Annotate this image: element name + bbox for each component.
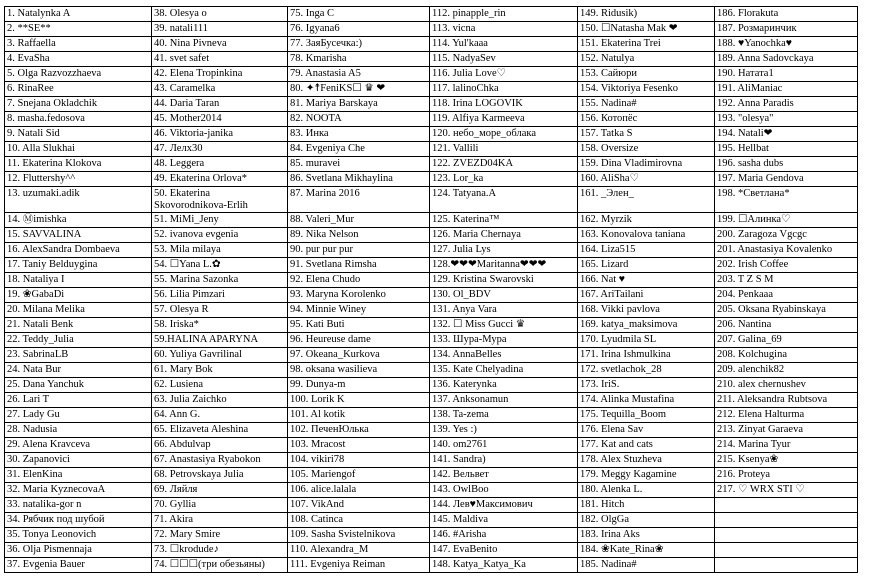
table-cell: 214. Marina Tyur bbox=[715, 438, 858, 453]
table-cell: 117. lalinoChka bbox=[430, 82, 578, 97]
table-cell: 55. Marina Sazonka bbox=[152, 273, 288, 288]
table-cell: 127. Julia Lys bbox=[430, 243, 578, 258]
table-cell: 66. Abdulvap bbox=[152, 438, 288, 453]
table-cell: 104. vikiri78 bbox=[288, 453, 430, 468]
table-cell: 78. Kmarisha bbox=[288, 52, 430, 67]
table-cell: 31. ElenKina bbox=[5, 468, 152, 483]
table-cell: 23. SabrinaLB bbox=[5, 348, 152, 363]
table-cell: 48. Leggera bbox=[152, 157, 288, 172]
table-cell: 145. Maldiva bbox=[430, 513, 578, 528]
table-cell: 113. vicna bbox=[430, 22, 578, 37]
table-cell: 71. Akira bbox=[152, 513, 288, 528]
table-cell: 86. Svetlana Mikhaylina bbox=[288, 172, 430, 187]
table-cell: 184. ❀Kate_Rina❀ bbox=[578, 543, 715, 558]
table-cell: 103. Mracost bbox=[288, 438, 430, 453]
table-cell: 196. sasha dubs bbox=[715, 157, 858, 172]
table-cell: 59.HALINA APARYNA bbox=[152, 333, 288, 348]
table-column bbox=[578, 7, 715, 573]
table-cell: 135. Kate Chelyadina bbox=[430, 363, 578, 378]
table-cell: 161. _Элен_ bbox=[578, 187, 715, 213]
table-cell: 200. Zaragoza Vgcgc bbox=[715, 228, 858, 243]
table-cell: 12. Fluttershy^^ bbox=[5, 172, 152, 187]
table-cell: 129. Kristina Swarovski bbox=[430, 273, 578, 288]
table-cell: 65. Elizaveta Aleshina bbox=[152, 423, 288, 438]
table-cell: 45. Mother2014 bbox=[152, 112, 288, 127]
table-cell: 169. katya_maksimova bbox=[578, 318, 715, 333]
table-cell: 67. Anastasiya Ryabokon bbox=[152, 453, 288, 468]
table-cell: 27. Lady Gu bbox=[5, 408, 152, 423]
table-cell: 33. natalika-gor n bbox=[5, 498, 152, 513]
table-cell: 199. ☐Алинка♡ bbox=[715, 213, 858, 228]
table-cell: 44. Daria Taran bbox=[152, 97, 288, 112]
table-cell: 52. ivanova evgenia bbox=[152, 228, 288, 243]
table-cell: 75. Inga C bbox=[288, 7, 430, 22]
table-cell: 156. Котопёс bbox=[578, 112, 715, 127]
table-cell: 177. Kat and cats bbox=[578, 438, 715, 453]
table-cell: 197. Maria Gendova bbox=[715, 172, 858, 187]
table-cell: 82. NOOTA bbox=[288, 112, 430, 127]
table-cell: 17. Taniy Belduygina bbox=[5, 258, 152, 273]
table-cell: 29. Alena Kravceva bbox=[5, 438, 152, 453]
table-cell: 162. Myrzik bbox=[578, 213, 715, 228]
table-cell: 131. Anya Vara bbox=[430, 303, 578, 318]
table-cell: 81. Mariya Barskaya bbox=[288, 97, 430, 112]
table-cell: 207. Galina_69 bbox=[715, 333, 858, 348]
table-cell: 134. AnnaBelles bbox=[430, 348, 578, 363]
table-cell: 110. Alexandra_M bbox=[288, 543, 430, 558]
table-cell: 24. Nata Bur bbox=[5, 363, 152, 378]
table-cell: 8. masha.fedosova bbox=[5, 112, 152, 127]
table-cell: 174. Alinka Mustafina bbox=[578, 393, 715, 408]
table-cell: 91. Svetlana Rimsha bbox=[288, 258, 430, 273]
table-cell: 213. Zinyat Garaeva bbox=[715, 423, 858, 438]
table-cell: 208. Kolchugina bbox=[715, 348, 858, 363]
table-cell: 100. Lorik K bbox=[288, 393, 430, 408]
table-cell: 140. om2761 bbox=[430, 438, 578, 453]
table-cell: 60. Yuliya Gavrilinal bbox=[152, 348, 288, 363]
table-cell: 136. Katerynka bbox=[430, 378, 578, 393]
table-cell: 36. Olja Pismennaja bbox=[5, 543, 152, 558]
table-cell: 50. Ekaterina Skovorodnikova-Erlih bbox=[152, 187, 288, 213]
table-cell: 204. Penkaaa bbox=[715, 288, 858, 303]
table-cell: 167. AriTailani bbox=[578, 288, 715, 303]
table-cell: 191. AliManiac bbox=[715, 82, 858, 97]
table-cell: 21. Natali Benk bbox=[5, 318, 152, 333]
table-cell: 22. Teddy_Julia bbox=[5, 333, 152, 348]
table-cell: 47. Лелх30 bbox=[152, 142, 288, 157]
table-cell: 181. Hitch bbox=[578, 498, 715, 513]
table-cell: 108. Catinca bbox=[288, 513, 430, 528]
table-cell: 13. uzumaki.adik bbox=[5, 187, 152, 213]
table-cell: 102. ПеченЮлька bbox=[288, 423, 430, 438]
table-cell: 138. Ta-zema bbox=[430, 408, 578, 423]
table-cell: 25. Dana Yanchuk bbox=[5, 378, 152, 393]
table-cell: 37. Evgenia Bauer bbox=[5, 558, 152, 573]
table-cell: 180. Alenka L. bbox=[578, 483, 715, 498]
table-cell: 124. Tatyana.A bbox=[430, 187, 578, 213]
table-cell: 166. Nat ♥ bbox=[578, 273, 715, 288]
table-cell: 88. Valeri_Mur bbox=[288, 213, 430, 228]
table-cell: 125. Katerina™ bbox=[430, 213, 578, 228]
table-cell: 147. EvaBenito bbox=[430, 543, 578, 558]
table-cell: 69. Ляйля bbox=[152, 483, 288, 498]
table-cell: 85. muravei bbox=[288, 157, 430, 172]
table-cell: 215. Ksenya❀ bbox=[715, 453, 858, 468]
table-cell: 123. Lor_ka bbox=[430, 172, 578, 187]
table-cell: 186. Florakuta bbox=[715, 7, 858, 22]
table-cell: 4. EvaSha bbox=[5, 52, 152, 67]
table-cell bbox=[715, 543, 858, 558]
table-cell: 61. Mary Bok bbox=[152, 363, 288, 378]
table-cell: 74. ☐☐☐(три обезьяны) bbox=[152, 558, 288, 573]
table-cell: 126. Maria Chernaya bbox=[430, 228, 578, 243]
table-cell: 195. Hellbat bbox=[715, 142, 858, 157]
table-cell: 205. Oksana Ryabinskaya bbox=[715, 303, 858, 318]
table-cell: 16. AlexSandra Dombaeva bbox=[5, 243, 152, 258]
table-cell: 217. ♡ WRX STI ♡ bbox=[715, 483, 858, 498]
table-cell: 84. Evgeniya Che bbox=[288, 142, 430, 157]
table-cell: 159. Dina Vladimirovna bbox=[578, 157, 715, 172]
table-cell: 109. Sasha Svistelnikova bbox=[288, 528, 430, 543]
table-cell: 210. alex chernushev bbox=[715, 378, 858, 393]
table-cell: 176. Elena Sav bbox=[578, 423, 715, 438]
table-cell: 149. Ridusik) bbox=[578, 7, 715, 22]
table-cell: 122. ZVEZD04KA bbox=[430, 157, 578, 172]
table-cell bbox=[715, 558, 858, 573]
table-cell: 151. Ekaterina Trei bbox=[578, 37, 715, 52]
table-cell: 2. **SE** bbox=[5, 22, 152, 37]
table-cell: 165. Lizard bbox=[578, 258, 715, 273]
table-column bbox=[715, 7, 858, 573]
table-cell: 92. Elena Chudo bbox=[288, 273, 430, 288]
table-cell: 26. Lari T bbox=[5, 393, 152, 408]
table-cell: 101. Al kotik bbox=[288, 408, 430, 423]
table-cell: 76. Igyana6 bbox=[288, 22, 430, 37]
table-cell: 57. Olesya R bbox=[152, 303, 288, 318]
table-cell: 41. svet safet bbox=[152, 52, 288, 67]
table-cell: 38. Olesya o bbox=[152, 7, 288, 22]
table-cell: 5. Olga Razvozzhaeva bbox=[5, 67, 152, 82]
table-cell: 97. Okeana_Kurkova bbox=[288, 348, 430, 363]
table-cell: 80. ✦☨FeniKS☐ ♛ ❤ bbox=[288, 82, 430, 97]
table-cell: 121. Vallili bbox=[430, 142, 578, 157]
table-cell: 157. Tatka S bbox=[578, 127, 715, 142]
table-cell: 141. Sandra) bbox=[430, 453, 578, 468]
table-cell: 19. ❀GabaDi bbox=[5, 288, 152, 303]
table-cell: 93. Maryna Korolenko bbox=[288, 288, 430, 303]
table-cell: 40. Nina Pivneva bbox=[152, 37, 288, 52]
table-cell: 160. AliSha♡ bbox=[578, 172, 715, 187]
table-cell: 118. Irina LOGOVIK bbox=[430, 97, 578, 112]
table-cell: 202. Irish Coffee bbox=[715, 258, 858, 273]
table-cell: 150. ☐Natasha Mak ❤ bbox=[578, 22, 715, 37]
table-cell: 172. svetlachok_28 bbox=[578, 363, 715, 378]
table-cell: 111. Evgeniya Reiman bbox=[288, 558, 430, 573]
table-cell: 142. Вельвет bbox=[430, 468, 578, 483]
table-cell: 30. Zapanovici bbox=[5, 453, 152, 468]
table-cell: 216. Proteya bbox=[715, 468, 858, 483]
table-cell: 116. Julia Love♡ bbox=[430, 67, 578, 82]
table-cell: 28. Nadusia bbox=[5, 423, 152, 438]
table-cell: 114. Yul'kaaa bbox=[430, 37, 578, 52]
table-cell: 143. OwlBoo bbox=[430, 483, 578, 498]
table-cell: 144. Лев♥Максимович bbox=[430, 498, 578, 513]
table-cell: 64. Ann G. bbox=[152, 408, 288, 423]
table-cell: 39. natali111 bbox=[152, 22, 288, 37]
table-cell: 115. NadyaSev bbox=[430, 52, 578, 67]
table-cell: 168. Vikki pavlova bbox=[578, 303, 715, 318]
table-cell: 63. Julia Zaichko bbox=[152, 393, 288, 408]
table-cell: 89. Nika Nelson bbox=[288, 228, 430, 243]
table-cell bbox=[715, 528, 858, 543]
table-cell: 175. Tequilla_Boom bbox=[578, 408, 715, 423]
table-cell: 146. #Arisha bbox=[430, 528, 578, 543]
table-cell: 128.❤❤❤Maritanna❤❤❤ bbox=[430, 258, 578, 273]
table-cell: 3. Raffaella bbox=[5, 37, 152, 52]
table-cell: 206. Nantina bbox=[715, 318, 858, 333]
names-table bbox=[4, 6, 858, 573]
table-cell: 10. Alla Slukhai bbox=[5, 142, 152, 157]
table-cell: 58. Iriska* bbox=[152, 318, 288, 333]
table-column bbox=[5, 7, 152, 573]
table-cell: 6. RinaRee bbox=[5, 82, 152, 97]
table-cell: 98. oksana wasilieva bbox=[288, 363, 430, 378]
table-cell: 153. Сайюри bbox=[578, 67, 715, 82]
table-cell: 77. ЗаяБусечка:) bbox=[288, 37, 430, 52]
table-cell: 106. alice.lalala bbox=[288, 483, 430, 498]
table-cell: 15. SAVVALINA bbox=[5, 228, 152, 243]
table-column bbox=[288, 7, 430, 573]
table-cell: 1. Natalynka A bbox=[5, 7, 152, 22]
table-cell: 193. "olesya" bbox=[715, 112, 858, 127]
table-cell: 152. Natulya bbox=[578, 52, 715, 67]
table-cell: 53. Mila milaya bbox=[152, 243, 288, 258]
table-cell: 105. Mariengof bbox=[288, 468, 430, 483]
table-cell: 198. *Светлана* bbox=[715, 187, 858, 213]
table-cell: 163. Konovalova taniana bbox=[578, 228, 715, 243]
table-cell: 11. Ekaterina Klokova bbox=[5, 157, 152, 172]
table-cell: 120. небо_море_облака bbox=[430, 127, 578, 142]
table-cell: 211. Aleksandra Rubtsova bbox=[715, 393, 858, 408]
table-cell: 190. Натата1 bbox=[715, 67, 858, 82]
table-cell: 178. Alex Stuzheva bbox=[578, 453, 715, 468]
table-cell: 68. Petrovskaya Julia bbox=[152, 468, 288, 483]
table-cell: 20. Milana Melika bbox=[5, 303, 152, 318]
table-cell: 94. Minnie Winey bbox=[288, 303, 430, 318]
table-cell: 51. MiMi_Jeny bbox=[152, 213, 288, 228]
table-cell: 56. Lilia Pimzari bbox=[152, 288, 288, 303]
table-cell: 35. Tonya Leonovich bbox=[5, 528, 152, 543]
table-cell: 90. pur pur pur bbox=[288, 243, 430, 258]
table-cell: 14. Ⓜimishka bbox=[5, 213, 152, 228]
table-cell: 46. Viktoria-janika bbox=[152, 127, 288, 142]
table-cell: 54. ☐Yana L.✿ bbox=[152, 258, 288, 273]
table-cell: 72. Mary Smire bbox=[152, 528, 288, 543]
table-cell: 189. Anna Sadovckaya bbox=[715, 52, 858, 67]
table-cell: 137. Anksonamun bbox=[430, 393, 578, 408]
table-cell bbox=[715, 498, 858, 513]
table-cell: 133. Шура-Мура bbox=[430, 333, 578, 348]
table-cell: 164. Liza515 bbox=[578, 243, 715, 258]
table-cell: 18. Nataliya I bbox=[5, 273, 152, 288]
table-cell: 34. Рябчик под шубой bbox=[5, 513, 152, 528]
table-cell: 203. T Z S M bbox=[715, 273, 858, 288]
table-cell: 179. Meggy Kagamine bbox=[578, 468, 715, 483]
table-cell bbox=[715, 513, 858, 528]
table-cell: 79. Anastasia A5 bbox=[288, 67, 430, 82]
table-cell: 107. VikAnd bbox=[288, 498, 430, 513]
table-column bbox=[152, 7, 288, 573]
table-cell: 182. OlgGa bbox=[578, 513, 715, 528]
table-cell: 171. Irina Ishmulkina bbox=[578, 348, 715, 363]
table-cell: 139. Yes :) bbox=[430, 423, 578, 438]
table-cell: 9. Natali Sid bbox=[5, 127, 152, 142]
table-cell: 154. Viktoriya Fesenko bbox=[578, 82, 715, 97]
table-cell: 192. Anna Paradis bbox=[715, 97, 858, 112]
table-cell: 70. Gyllia bbox=[152, 498, 288, 513]
table-cell: 209. alenchik82 bbox=[715, 363, 858, 378]
table-cell: 96. Heureuse dame bbox=[288, 333, 430, 348]
table-cell: 132. ☐ Miss Gucci ♛ bbox=[430, 318, 578, 333]
table-cell: 62. Lusiena bbox=[152, 378, 288, 393]
table-cell: 158. Oversize bbox=[578, 142, 715, 157]
table-cell: 112. pinapple_rin bbox=[430, 7, 578, 22]
table-cell: 155. Nadina# bbox=[578, 97, 715, 112]
table-cell: 99. Dunya-m bbox=[288, 378, 430, 393]
table-cell: 32. Maria KyznecovaA bbox=[5, 483, 152, 498]
table-cell: 130. Ol_BDV bbox=[430, 288, 578, 303]
table-column bbox=[430, 7, 578, 573]
table-cell: 119. Alfiya Karmeeva bbox=[430, 112, 578, 127]
table-cell: 42. Elena Tropinkina bbox=[152, 67, 288, 82]
table-cell: 73. ☐krodude♪ bbox=[152, 543, 288, 558]
table-cell: 173. IriS. bbox=[578, 378, 715, 393]
table-cell: 185. Nadina# bbox=[578, 558, 715, 573]
table-cell: 83. Инка bbox=[288, 127, 430, 142]
table-cell: 194. Natali❤ bbox=[715, 127, 858, 142]
table-cell: 7. Snejana Okladchik bbox=[5, 97, 152, 112]
table-cell: 170. Lyudmila SL bbox=[578, 333, 715, 348]
table-cell: 43. Caramelka bbox=[152, 82, 288, 97]
table-cell: 95. Kati Buti bbox=[288, 318, 430, 333]
table-cell: 187. Розмаринчик bbox=[715, 22, 858, 37]
table-cell: 148. Katya_Katya_Ka bbox=[430, 558, 578, 573]
table-cell: 183. Irina Aks bbox=[578, 528, 715, 543]
table-cell: 201. Anastasiya Kovalenko bbox=[715, 243, 858, 258]
table-cell: 188. ♥Yanochka♥ bbox=[715, 37, 858, 52]
table-cell: 212. Elena Halturma bbox=[715, 408, 858, 423]
table-cell: 87. Marina 2016 bbox=[288, 187, 430, 213]
table-cell: 49. Ekaterina Orlova* bbox=[152, 172, 288, 187]
